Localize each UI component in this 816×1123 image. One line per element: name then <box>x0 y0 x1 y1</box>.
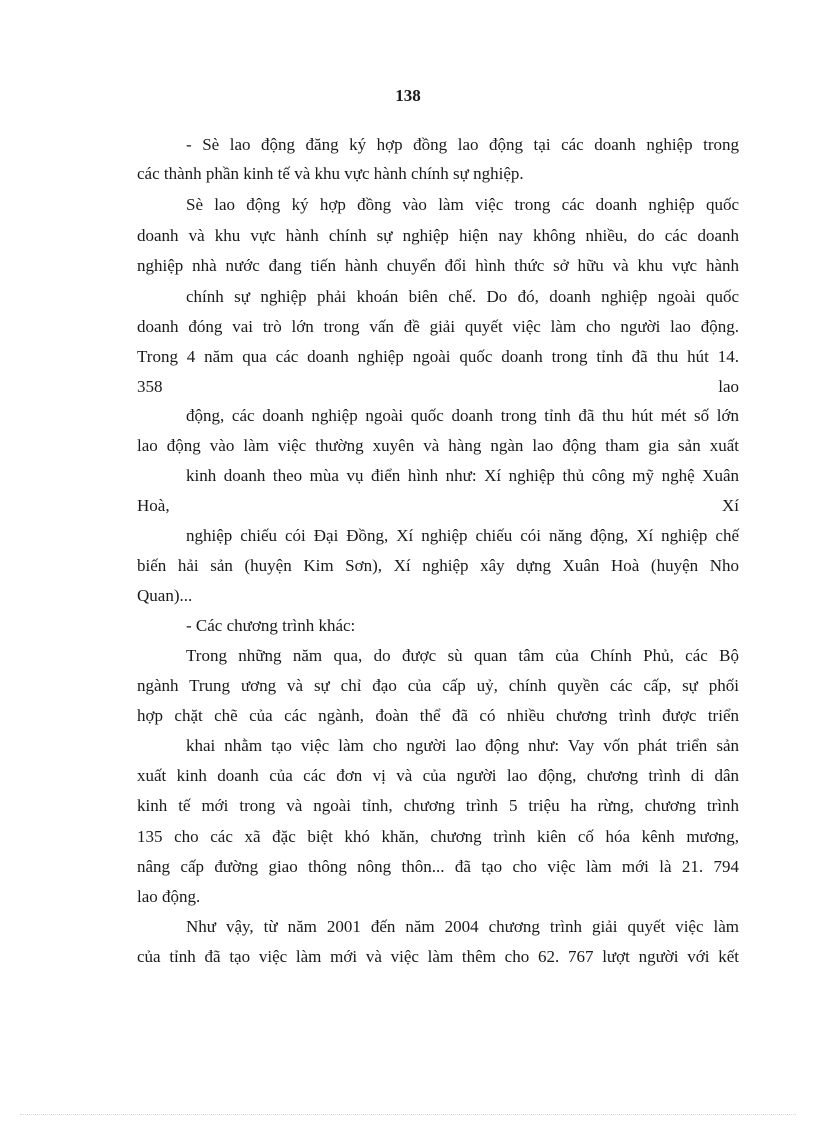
text-line: ngành Trung ương và sự chỉ đạo của cấp uỷ, chính quyền các cấp, sự phối <box>137 676 739 695</box>
text-line: hợp chặt chẽ của các ngành, đoàn thể đã có nhiều chương trình được triển <box>137 706 739 725</box>
text-line: nâng cấp đường giao thông nông thôn... đã tạo cho việc làm mới là 21. 794 <box>137 857 739 876</box>
footer-divider <box>20 1114 796 1115</box>
text-line: Trong 4 năm qua các doanh nghiệp ngoài quốc doanh trong tỉnh đã thu hút 14. <box>137 347 739 366</box>
text-line: lao động vào làm việc thường xuyên và hàng ngàn lao động tham gia sản xuất <box>137 436 739 455</box>
text-line: của tỉnh đã tạo việc làm mới và việc làm thêm cho 62. 767 lượt người với kết <box>137 947 739 966</box>
text-line: Xí <box>722 496 739 515</box>
page-number: 138 <box>395 86 421 105</box>
text-line: chính sự nghiệp phải khoán biên chế. Do đó, doanh nghiệp ngoài quốc <box>186 287 739 306</box>
text-line: các thành phần kinh tế và khu vực hành chính sự nghiệp. <box>137 164 524 183</box>
text-line: nghiệp chiếu cói Đại Đồng, Xí nghiệp chiếu cói năng động, Xí nghiệp chế <box>186 526 739 545</box>
text-line: nghiệp nhà nước đang tiến hành chuyển đổi hình thức sở hữu và khu vực hành <box>137 256 739 275</box>
text-line: Sè lao động ký hợp đồng vào làm việc trong các doanh nghiệp quốc <box>186 195 739 214</box>
text-line: lao động. <box>137 887 201 906</box>
text-line: 135 cho các xã đặc biệt khó khăn, chương trình kiên cố hóa kênh mương, <box>137 827 739 846</box>
text-line: Quan)... <box>137 586 193 605</box>
text-line: Như vậy, từ năm 2001 đến năm 2004 chương trình giải quyết việc làm <box>186 917 739 936</box>
text-line: - Sè lao động đăng ký hợp đồng lao động tại các doanh nghiệp trong <box>186 135 739 154</box>
text-line: kinh doanh theo mùa vụ điển hình như: Xí nghiệp thủ công mỹ nghệ Xuân <box>186 466 739 485</box>
text-line: động, các doanh nghiệp ngoài quốc doanh trong tỉnh đã thu hút mét số lớn <box>186 406 739 425</box>
text-line: 358 <box>137 377 163 396</box>
text-line: kinh tế mới trong và ngoài tỉnh, chương trình 5 triệu ha rừng, chương trình <box>137 796 739 815</box>
text-line: biến hải sản (huyện Kim Sơn), Xí nghiệp xây dựng Xuân Hoà (huyện Nho <box>137 556 739 575</box>
text-line: doanh đóng vai trò lớn trong vấn đề giải quyết việc làm cho người lao động. <box>137 317 739 336</box>
text-line: xuất kinh doanh của các đơn vị và của người lao động, chương trình di dân <box>137 766 739 785</box>
text-line: lao <box>718 377 739 396</box>
text-line: Hoà, <box>137 496 170 515</box>
text-line: doanh và khu vực hành chính sự nghiệp hiện nay không nhiều, do các doanh <box>137 226 739 245</box>
text-line: - Các chương trình khác: <box>186 616 356 635</box>
text-line: Trong những năm qua, do được sù quan tâm của Chính Phủ, các Bộ <box>186 646 739 665</box>
text-line: khai nhằm tạo việc làm cho người lao động như: Vay vốn phát triển sản <box>186 736 739 755</box>
